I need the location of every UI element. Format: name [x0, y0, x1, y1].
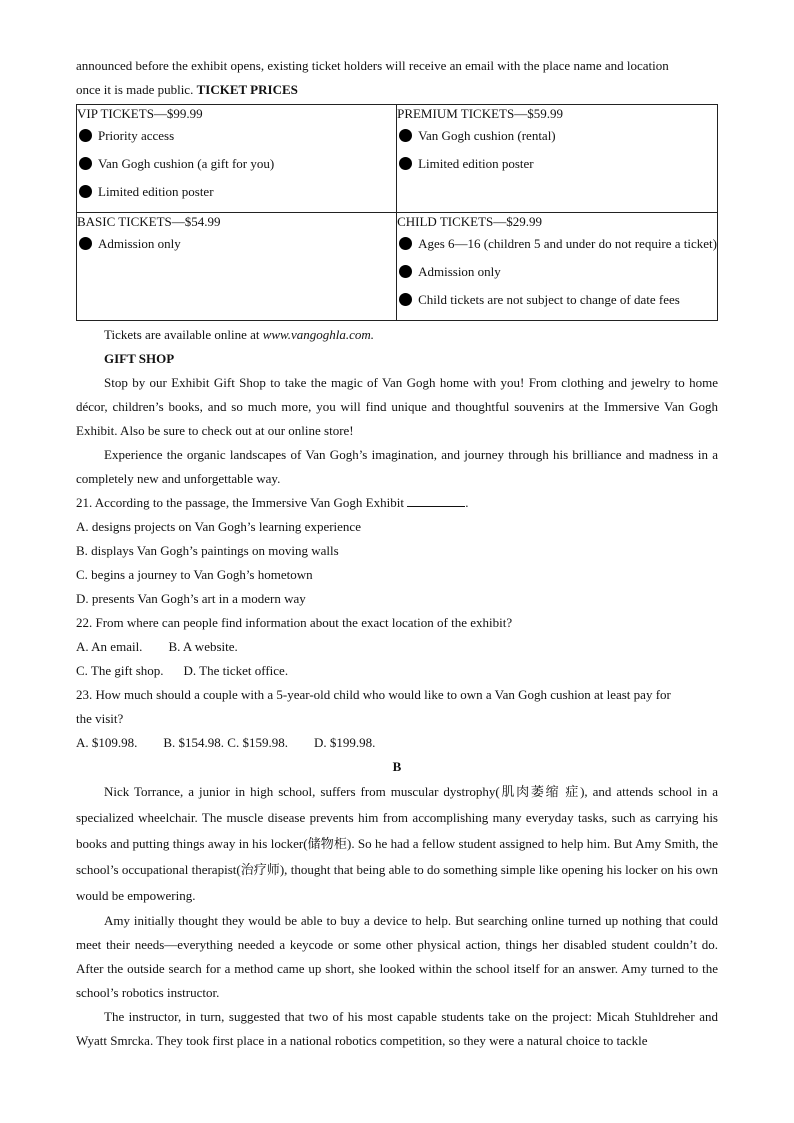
bullet-icon	[79, 237, 92, 250]
child-cell	[397, 213, 718, 321]
list-item: Admission only	[77, 230, 396, 258]
intro-line-1: announced before the exhibit opens, existing ticket holders will receive an email with the place name and location	[76, 58, 669, 73]
table-row	[77, 105, 718, 213]
bullet-icon	[399, 293, 412, 306]
bullet-icon	[79, 157, 92, 170]
intro-text: once it is made public.	[76, 82, 197, 97]
ticket-prices-heading: TICKET PRICES	[196, 82, 298, 97]
paragraph: Nick Torrance, a junior in high school, suffers from muscular dystrophy(肌肉萎缩 症), and attends school in a specialized wheelchair. The muscle disease prevents him from accomplishing many everyday tasks, such as carrying his books and putting things away in his locker(储物柜). So he had a fellow student assigned to help him. But Amy Smith, the school’s occupational therapist(治疗师), thought that being able to do something simple like opening his locker on his own would be empowering.	[76, 784, 718, 903]
option: C. begins a journey to Van Gogh’s hometown	[76, 567, 313, 582]
vip-title: VIP TICKETS—$99.99	[77, 106, 203, 121]
website-link[interactable]: www.vangoghla.com.	[262, 327, 375, 342]
gift-shop-heading: GIFT SHOP	[104, 351, 175, 366]
basic-title: BASIC TICKETS—$54.99	[77, 214, 221, 229]
question-22: 22. From where can people find information about the exact location of the exhibit?	[76, 615, 513, 630]
list-item: Admission only	[397, 258, 717, 286]
bullet-icon	[399, 157, 412, 170]
list-item: Van Gogh cushion (a gift for you)	[77, 150, 396, 178]
list-item: Child tickets are not subject to change of date fees	[397, 286, 717, 314]
basic-cell	[77, 213, 397, 321]
gift-shop-text	[76, 371, 718, 491]
option: B. displays Van Gogh’s paintings on moving walls	[76, 543, 339, 558]
table-row	[77, 213, 718, 321]
paragraph: Experience the organic landscapes of Van Gogh’s imagination, and journey through his brilliance and madness in a completely new and unforgettable way.	[76, 447, 718, 486]
option-row: C. The gift shop. D. The ticket office.	[76, 663, 289, 678]
vip-cell	[77, 105, 397, 213]
paragraph: Amy initially thought they would be able to buy a device to help. But searching online turned up nothing that could meet their needs—everything needed a keycode or some other physical action, things her disabled student couldn’t do. After the outside search for a method came up short, she looked within the school itself for an answer. Amy turned to the school’s robotics instructor.	[76, 913, 718, 1000]
bullet-icon	[79, 129, 92, 142]
paragraph: The instructor, in turn, suggested that two of his most capable students take on the project: Micah Stuhldreher and Wyatt Smrcka. They took first place in a national robotics competition, so they were a natural choice to tackle	[76, 1009, 718, 1048]
bullet-icon	[399, 237, 412, 250]
list-item: Priority access	[77, 122, 396, 150]
paragraph: Stop by our Exhibit Gift Shop to take the magic of Van Gogh home with you! From clothing and jewelry to home décor, children’s books, and so much more, you will find unique and thoughtful souvenirs at the Immersive Van Gogh Exhibit. Also be sure to check out at our online store!	[76, 375, 718, 438]
online-note: Tickets are available online at www.vangoghla.com.	[104, 327, 375, 342]
option-row: A. $109.98. B. $154.98. C. $159.98. D. $199.98.	[76, 735, 376, 750]
intro-line-2	[76, 78, 718, 102]
bullet-icon	[399, 129, 412, 142]
list-item: Limited edition poster	[397, 150, 717, 178]
premium-title: PREMIUM TICKETS—$59.99	[397, 106, 563, 121]
section-b-text	[76, 779, 718, 1053]
answer-blank	[407, 494, 465, 507]
section-b-heading: B	[392, 759, 402, 774]
option: D. presents Van Gogh’s art in a modern way	[76, 591, 306, 606]
list-item: Limited edition poster	[77, 178, 396, 206]
premium-cell	[397, 105, 718, 213]
bullet-icon	[79, 185, 92, 198]
option: A. designs projects on Van Gogh’s learning experience	[76, 519, 361, 534]
question-23: 23. How much should a couple with a 5-year-old child who would like to own a Van Gogh cushion at least pay for	[76, 687, 671, 702]
child-title: CHILD TICKETS—$29.99	[397, 214, 543, 229]
option-row: A. An email. B. A website.	[76, 639, 238, 654]
list-item: Van Gogh cushion (rental)	[397, 122, 717, 150]
document-page	[76, 54, 718, 1053]
question-21: 21. According to the passage, the Immersive Van Gogh Exhibit .	[76, 495, 469, 510]
list-item: Ages 6—16 (children 5 and under do not require a ticket)	[397, 230, 717, 258]
question-23-cont: the visit?	[76, 711, 124, 726]
bullet-icon	[399, 265, 412, 278]
ticket-price-table	[76, 104, 718, 321]
